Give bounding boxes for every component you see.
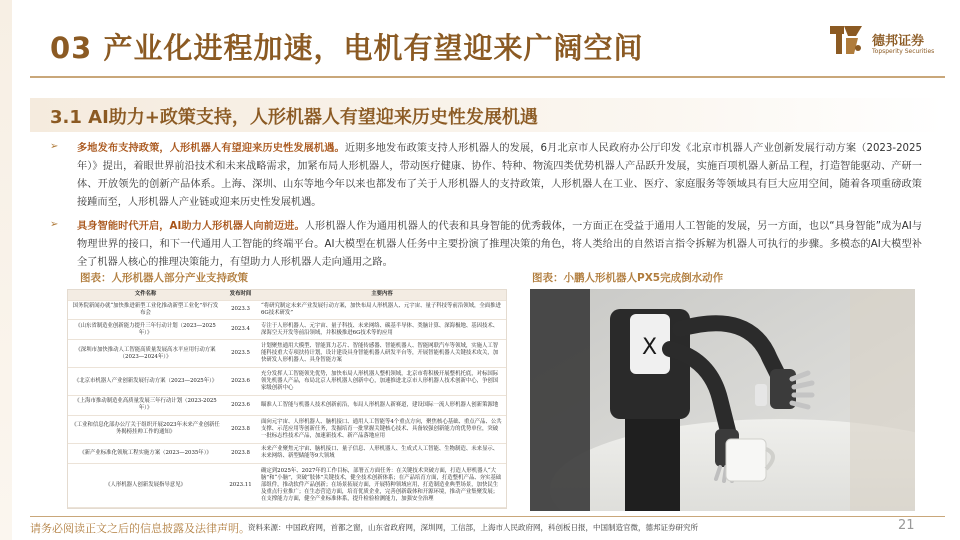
table-cell-date: 2023.3 [223, 300, 258, 320]
bullet-arrow-icon: ➢ [50, 219, 59, 230]
table-cell-content: 计划聚焦通用大模型、智能算力芯片、智能传感器、智能机器人、智能网联汽车等领域，实施人工智能科技重大专项扶持计划，设计建设具身智能机器人研发平台等，开展智能机器人关键技术攻关，加快研发人形机器人、具身智能方案 [258, 340, 506, 368]
svg-text:X: X [642, 335, 658, 360]
page-title: 03 产业化进程加速，电机有望迎来广阔空间 [50, 31, 644, 65]
table-cell-name: 《深圳市加快推动人工智能高质量发展高水平应用行动方案（2023—2024年）》 [68, 340, 223, 368]
table-cell-name: 《新产业标准化领航工程实施方案（2023—2035年）》 [68, 443, 223, 463]
table-cell-date: 2023.6 [223, 368, 258, 396]
table-row [68, 443, 506, 463]
header-divider [30, 76, 945, 78]
table-header-cell: 发布时间 [223, 290, 258, 300]
table-cell-content: 未来产业聚焦元宇宙、脑机接口、量子信息、人形机器人、生成式人工智能、生物制造、未来显示、未来网络、新型储能等9大领域 [258, 443, 506, 463]
left-decor-bar [0, 0, 12, 540]
paragraph-body: 人形机器人作为通用机器人的代表和具身智能的优秀载体，一方面正在受益于通用人工智能的发展，另一方面，也以“具身智能”成为AI与物理世界的接口，和下一代通用人工智能的终端平台。AI大模型在机器人任务中主要扮演了推理决策的角色，将人类给出的自然语言指令拆解为机器人可执行的步骤。多模态的AI大模型补全了机器人核心的推理决策能力，有望助力人形机器人走向通用之路。 [77, 221, 922, 268]
footer-disclaimer: 请务必阅读正文之后的信息披露及法律声明。 [30, 522, 250, 535]
table-cell-content: 面向元宇宙、人形机器人、脑机接口、通用人工智能等4个重点方向，聚焦核心基础、重点产品、公共支撑、示范应用等创新任务，发掘培育一批掌握关键核心技术、具备较强创新能力的优势单位，突破一批标志性技术产品，加速新技术、新产品落地应用 [258, 415, 506, 443]
table-header-cell: 文件名称 [68, 290, 223, 300]
table-cell-date: 2023.8 [223, 443, 258, 463]
table-header-cell: 主要内容 [258, 290, 506, 300]
table-cell-content: 专注于人形机器人、元宇宙、量子科技、未来网络、碳基半导体、类脑计算、深海极地、基因技术、深海空天开发等前沿领域，并积极推进6G技术等的应用 [258, 320, 506, 340]
table-cell-name: 《上海市推动制造业高质量发展三年行动计划（2023-2025年）》 [68, 396, 223, 416]
figure-caption-photo: 图表：小鹏人形机器人PX5完成倒水动作 [532, 272, 724, 284]
logo-english-text: Topsperity Securities [872, 48, 935, 55]
table-cell-name: 国务院新闻办就“加快推进新型工业化推动新型工业化”举行发布会 [68, 300, 223, 320]
table-row [68, 340, 506, 368]
table-row [68, 396, 506, 416]
figure-caption-table: 图表：人形机器人部分产业支持政策 [80, 272, 248, 284]
table-row [68, 320, 506, 340]
table-cell-name: 《人形机器人创新发展指导意见》 [68, 463, 223, 507]
table-cell-content: 充分发挥人工智能领先优势，加快布局人形机器人整机领域，北京市将积极开展整机托底，对标国际领先机器人产品，布局北京人形机器人创新中心，加速推进北京市人形机器人技术创新中心，争创国家级创新中心 [258, 368, 506, 396]
table-cell-date: 2023.5 [223, 340, 258, 368]
table-header-row [68, 290, 506, 300]
table-cell-content: “将研究制定未来产业发展行动方案，加快布局人形机器人、元宇宙、量子科技等前沿领域，全面推进6G技术研发” [258, 300, 506, 320]
footer-divider [30, 516, 945, 517]
logo-chinese-text: 德邦证券 [872, 34, 925, 49]
table-row [68, 368, 506, 396]
robot-pouring-illustration [530, 289, 915, 511]
company-logo [828, 22, 938, 62]
section-subtitle: 3.1 AI助力+政策支持，人形机器人有望迎来历史性发展机遇 [50, 107, 538, 128]
paragraph-highlight: 具身智能时代开启，AI助力人形机器人向前迈进。 [77, 221, 305, 232]
paragraph-body: 近期多地发布政策支持人形机器人的发展，6月北京市人民政府办公厅印发《北京市机器人产业创新发展行动方案（2023-2025年）》提出，着眼世界前沿技术和未来战略需求，加紧布局人形机器人，带动医疗健康、协作、特种、物流四类优势机器人产品跃升发展，实施百项机器人新品工程，打造智能驱动、产研一体、开放领先的创新产品体系。上海、深圳、山东等地今年以来也都发布了关于人形机器人的支持政策，人形机器人在工业、医疗、家庭服务等领域具有巨大应用空间，随着各项重磅政策接踵而至，人形机器人产业链或迎来历史性发展机遇。 [77, 143, 922, 208]
page-number: 21 [898, 518, 915, 533]
table-cell-name: 《工业和信息化部办公厅关于组织开展2023年未来产业创新任务揭榜挂帅工作的通知》 [68, 415, 223, 443]
robot-photo [530, 289, 915, 511]
table-cell-date: 2023.4 [223, 320, 258, 340]
table-cell-date: 2023.8 [223, 415, 258, 443]
table-cell-date: 2023.11 [223, 463, 258, 507]
paragraph-embodied-ai [77, 218, 922, 272]
table-cell-content: 确定到2025年、2027年的工作目标，部署五方面任务：在关键技术突破方面，打造人形机器人“大脑”和“小脑”，突破“肢体”关键技术，健全技术创新体系；在产品培育方面，打造整机产品、夯实基础部组件，推动软件产品创新；在场景拓展方面，开展特种领域应用，打造制造业典型场景，加快民生及重点行业推广；在生态营造方面，培育优质企业，完善创新载体和开源环境，推动产业集聚发展；在支撑能力方面，健全产业标准体系，提升检验检测能力，加强安全治理 [258, 463, 506, 507]
policy-table [67, 289, 507, 509]
logo-mark-icon [828, 22, 866, 58]
table-row [68, 415, 506, 443]
table-cell-content: 瞄准人工智能与机器人技术创新前沿，布局人形机器人新赛道，建设国际一流人形机器人创新策源地 [258, 396, 506, 416]
paragraph-policy-support [77, 140, 922, 212]
paragraph-highlight: 多地发布支持政策，人形机器人有望迎来历史性发展机遇。 [77, 143, 345, 154]
table-row [68, 463, 506, 507]
bullet-arrow-icon: ➢ [50, 141, 59, 152]
table-row [68, 300, 506, 320]
table-cell-name: 《北京市机器人产业创新发展行动方案（2023—2025年）》 [68, 368, 223, 396]
footer-source: 资料来源：中国政府网，首都之窗，山东省政府网，深圳网，工信部，上海市人民政府网，科创板日报，中国制造官微，德邦证券研究所 [248, 523, 698, 532]
table-cell-name: 《山东省制造业创新能力提升三年行动计划（2023—2025年）》 [68, 320, 223, 340]
table-cell-date: 2023.6 [223, 396, 258, 416]
